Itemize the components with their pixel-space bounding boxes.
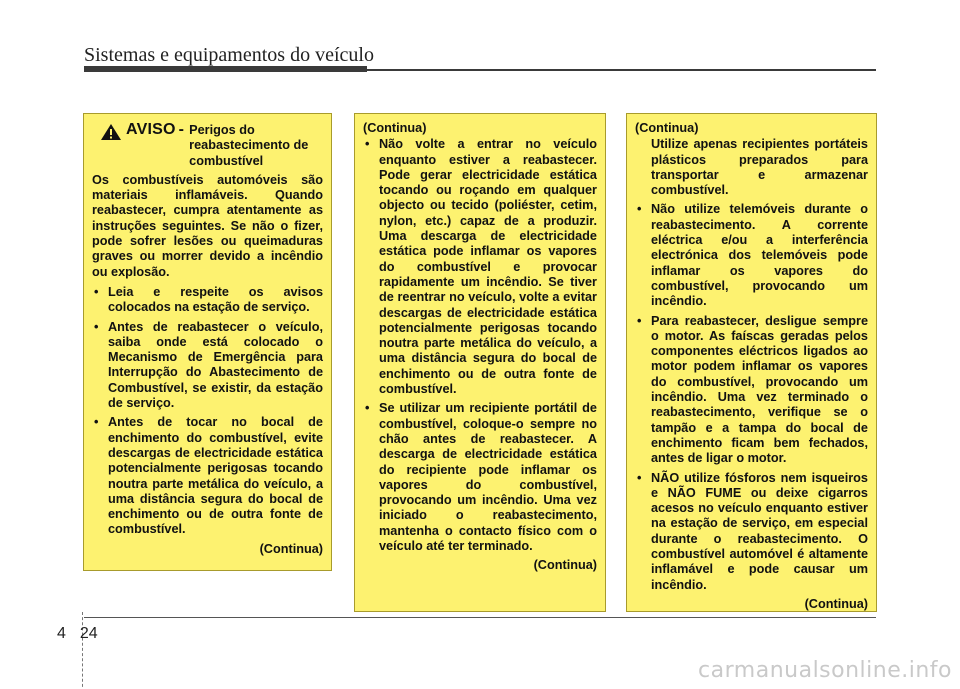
list-item: • NÃO utilize fósforos nem isqueiros e NÃO FUME ou deixe cigarros acesos no veículo enquanto estiver na estação de serviço, em especial durante o reabastecimento. O combustível automóvel é altamente inflamável e pode causar um incêndio. — [635, 471, 868, 593]
header-rule-thin — [367, 69, 876, 71]
warning-label: AVISO - — [126, 121, 185, 138]
warning-panel-3 — [626, 113, 877, 612]
warning-intro: Os combustíveis automóveis são materiais inflamáveis. Quando reabastecer, cumpra atentamente as instruções seguintes. Se não o fizer, pode sofrer lesões ou queimaduras graves ou morrer devido a incêndio ou explosão. — [92, 172, 323, 279]
list-item: • Antes de tocar no bocal de enchimento do combustível, evite descargas de electricidade estática potencialmente perigosas tocando noutra parte metálica do veículo, a uma distância segura do bocal de enchimento ou de outra fonte de combustível. — [92, 415, 323, 537]
continued-label: (Continua) — [804, 596, 868, 611]
list-item: • Para reabastecer, desligue sempre o motor. As faíscas geradas pelos componentes eléctricos ligados ao motor podem inflamar os vapores do combustível, provocando um incêndio. Uma vez terminado o reabastecimento, verifique se o tampão e a tampa do bocal de enchimento ficam bem fechados, antes de ligar o motor. — [635, 314, 868, 467]
list-item: • Não volte a entrar no veículo enquanto estiver a reabastecer. Pode gerar electricidade estática tocando ou roçando em qualquer objecto ou tecido (poliéster, cetim, nylon, etc.) capaz de a produzir. Uma descarga de electricidade estática pode inflamar os vapores do combustível e provocar rapidamente um incêndio. Se tiver de reentrar no veículo, volte a evitar descargas de electricidade estática potencialmente perigosas tocando noutra parte metálica do veículo, a uma distância segura do bocal de enchimento ou de outra fonte de combustível. — [363, 137, 597, 397]
watermark: carmanualsonline.info — [698, 658, 952, 683]
list-item: • Se utilizar um recipiente portátil de combustível, coloque-o sempre no chão antes de reabastecer. A descarga de electricidade estática do recipiente pode inflamar os vapores do combustível, provocando um incêndio. Uma vez iniciado o reabastecimento, mantenha o contacto físico com o veículo até ter terminado. — [363, 401, 597, 554]
warning-panel-2 — [354, 113, 606, 612]
warning-bullet-list — [363, 137, 597, 554]
continued-label: (Continua) — [533, 558, 597, 573]
warning-subtitle: Perigos do reabastecimento de combustível — [189, 123, 309, 168]
page-header-title: Sistemas e equipamentos do veículo — [84, 44, 374, 66]
continued-top-label: (Continua) — [635, 121, 699, 135]
chapter-number: 4 — [57, 625, 66, 642]
list-item: • Antes de reabastecer o veículo, saiba onde está colocado o Mecanismo de Emergência para Interrupção do Abastecimento de Combustível, se existir, da estação de serviço. — [92, 320, 323, 412]
warning-bullet-list — [92, 285, 323, 538]
warning-panel-1 — [83, 113, 332, 571]
header-rule-thick — [84, 66, 367, 72]
warning-intro: Utilize apenas recipientes portáteis plásticos preparados para transportar e armazenar combustível. — [651, 137, 868, 198]
continued-top-label: (Continua) — [363, 121, 427, 135]
warning-bullet-list — [635, 202, 868, 592]
warning-heading — [92, 121, 323, 169]
page-number-value: 24 — [79, 625, 98, 642]
list-item: • Leia e respeite os avisos colocados na estação de serviço. — [92, 285, 323, 316]
page-number — [57, 625, 98, 643]
page-number-separator — [82, 612, 83, 689]
warning-triangle-icon — [100, 123, 122, 141]
list-item: • Não utilize telemóveis durante o reabastecimento. A corrente eléctrica e/ou a interferência electrónica dos telemóveis pode inflamar os vapores do combustível, provocando um incêndio. — [635, 202, 868, 309]
footer-rule — [84, 617, 876, 618]
continued-label: (Continua) — [259, 541, 323, 556]
